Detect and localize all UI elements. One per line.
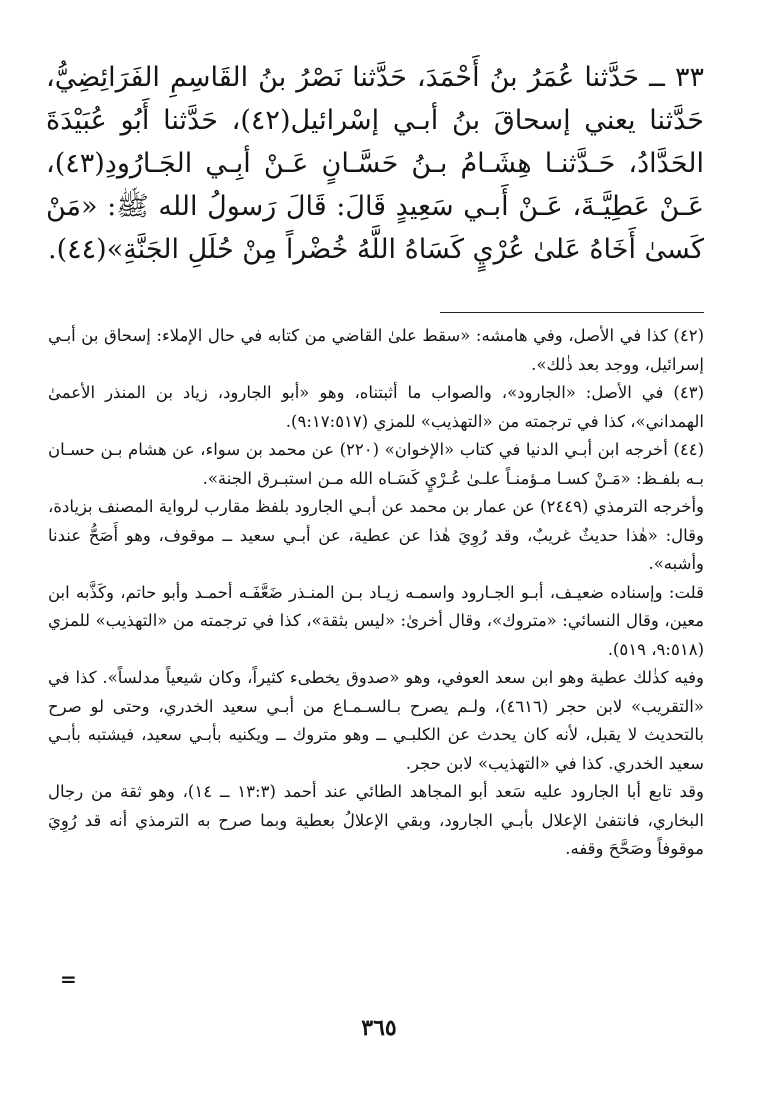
footnote-divider [440,312,704,313]
hadith-paragraph: ٣٣ ــ حَدَّثنا عُمَرُ بنُ أَحْمَدَ، حَدَّثنا نَصْرُ بنُ القَاسِمِ الفَرَائِضِيُّ، حَدَّثنا يعني إسحاقَ بنُ أبـي إسْرائيل(٤٢)، حَدَّثنا أَبُو عُبَيْدَةَ الحَدَّادُ، حَـدَّثنـا هِشَـامُ بـنُ حَسَّـانٍ عَـنْ أبِـي الجَـارُودِ(٤٣)، عَـنْ عَطِيَّـةَ، عَـنْ أَبـي سَعِيدٍ قَالَ: قَالَ رَسولُ الله ﷺ: «مَنْ كَسىٰ أَخَاهُ عَلىٰ عُرْيٍ كَسَاهُ اللَّهُ خُضْراً مِنْ حُلَلِ الجَنَّةِ»(٤٤). [46,62,704,265]
page-number: ٣٦٥ [361,1015,397,1041]
hadith-text-block [46,56,704,271]
footnote-44-paragraph-1: (٤٤) أخرجه ابن أبـي الدنيا في كتاب «الإخوان» (٢٢٠) عن محمد بن سواء، عن هشام بـن حسـان بـه بلفـظ: «مَـنْ كسـا مـؤمنـاً علـىٰ عُـرْيٍ كَسَـاه الله مـن استبـرق الجنة». [48,440,704,488]
footnote-42: (٤٢) كذا في الأصل، وفي هامشه: «سقط علىٰ القاضي من كتابه في حال الإملاء: إسحاق بن أبـي إسرائيل، ووجد بعد ذٰلك». [48,326,704,374]
footnote-44-paragraph-2: وأخرجه الترمذي (٢٤٤٩) عن عمار بن محمد عن أبـي الجارود بلفظ مقارب لرواية المصنف بزيادة، وقال: «هٰذا حديثٌ غريبٌ، وقد رُوِيَ هٰذا عن عطية، عن أبـي سعيد ــ موقوف، وهو أَصَحُّ عندنا وأشبه». [48,497,705,573]
footnote-44-paragraph-5: وقد تابع أبا الجارود عليه سَعد أبو المجاهد الطائي عند أحمد (١٣:٣ ــ ١٤)، وهو ثقة من رجال البخاري، فانتفىٰ الإعلال بأبـي الجارود، وبقي الإعلالُ بعطية وبما صرح به الترمذي أنه قد رُوِيَ موقوفاً وصَحَّحَ وقفه. [48,782,704,858]
footnote-43: (٤٣) في الأصل: «الجارود»، والصواب ما أثبتناه، وهو «أبو الجارود، زياد بن المنذر الأعمىٰ الهمداني»، كذا في ترجمته من «التهذيب» للمزي (٩:١٧:٥١٧). [48,383,704,431]
footnotes-block [48,322,704,864]
continuation-mark: = [60,967,77,991]
footnote-44-paragraph-3: قلت: وإسناده ضعيـف، أبـو الجـارود واسمـه زيـاد بـن المنـذر ضَعَّفَـه أحمـد وأبو حاتم، وكَذَّبه ابن معين، وقال النسائي: «متروك»، وقال أخرىٰ: «ليس بثقة»، كذا في ترجمته من «التهذيب» للمزي (٩:٥١٨، ٥١٩). [48,582,704,659]
footnote-44-paragraph-4: وفيه كذٰلك عطية وهو ابن سعد العوفي، وهو «صدوق يخطىء كثيراً، وكان شيعياً مدلساً». كذا في «التقريب» لابن حجر (٤٦١٦)، ولـم يصرح بـالسـمـاع من أبـي سعيد الخدري، وحتى لو صرح بالتحديث لا يقبل، لأنه كان يحدث عن الكلبـي ــ وهو متروك ــ ويكنيه بأبـي سعيد، فيشتبه بأبـي سعيد الخدري. كذا في «التهذيب» لابن حجر. [48,668,704,773]
